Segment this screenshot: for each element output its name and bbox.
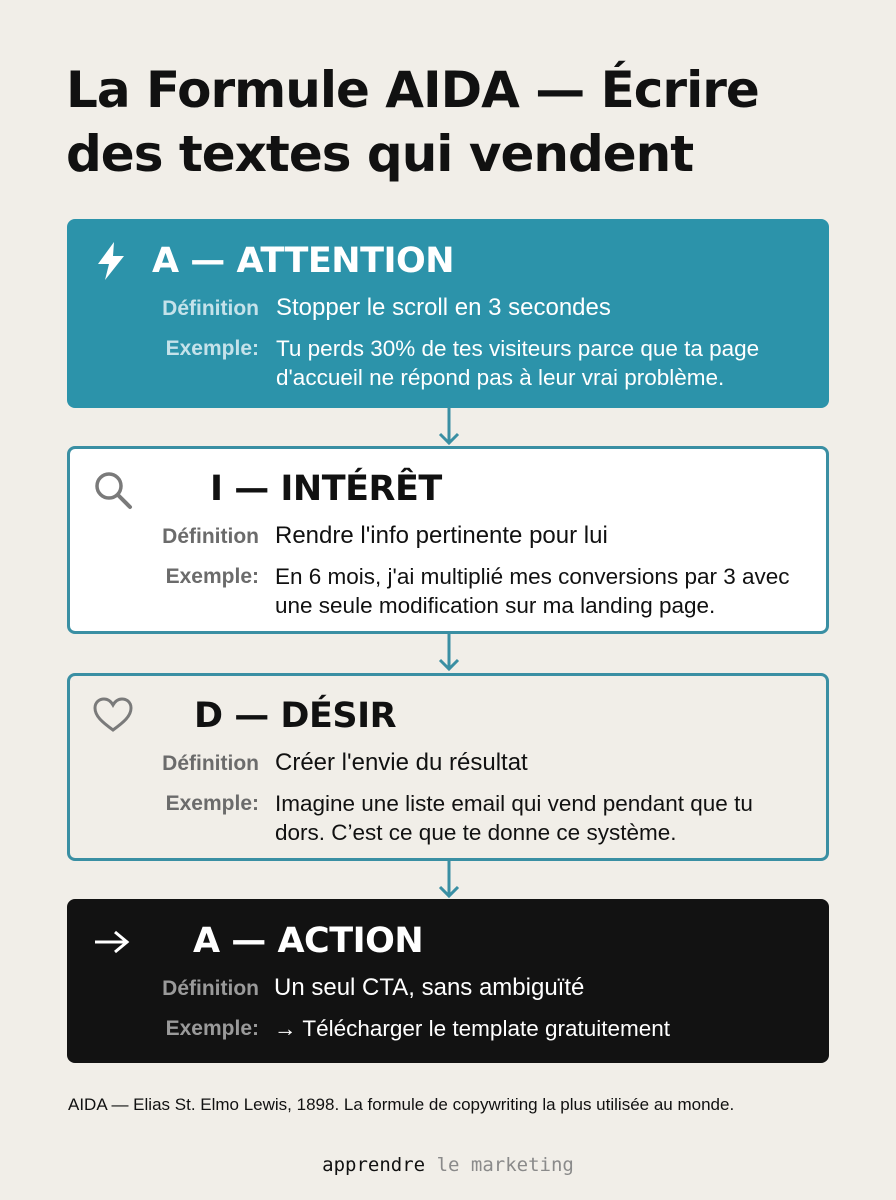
stage-heading: I — INTÉRÊT bbox=[210, 469, 442, 509]
example-text: → Télécharger le template gratuitement bbox=[274, 1016, 671, 1041]
example-label: Exemple: bbox=[165, 337, 259, 360]
example-text: En 6 mois, j'ai multiplié mes conversions par 3 avec une seule modification sur ma landing page. bbox=[275, 564, 790, 618]
stage-interet-card bbox=[67, 446, 829, 634]
definition-text: Un seul CTA, sans ambiguïté bbox=[274, 974, 585, 1001]
search-icon bbox=[92, 469, 134, 511]
example-text: Tu perds 30% de tes visiteurs parce que ta page d'accueil ne répond pas à leur vrai problème. bbox=[276, 336, 760, 390]
example-label: Exemple: bbox=[165, 1017, 259, 1040]
brand-part1: apprendre bbox=[322, 1154, 426, 1176]
brand-logo bbox=[0, 1154, 896, 1176]
definition-label: Définition bbox=[162, 297, 259, 320]
definition-label: Définition bbox=[162, 977, 259, 1000]
heart-icon bbox=[92, 696, 134, 734]
page-title: La Formule AIDA — Écrire des textes qui vendent bbox=[66, 61, 759, 183]
lightning-icon bbox=[94, 241, 128, 281]
example-label: Exemple: bbox=[165, 792, 259, 815]
definition-text: Stopper le scroll en 3 secondes bbox=[276, 294, 611, 321]
example-text: Imagine une liste email qui vend pendant que tu dors. C’est ce que te donne ce système. bbox=[275, 791, 753, 845]
flow-arrow bbox=[437, 407, 461, 447]
source-note: AIDA — Elias St. Elmo Lewis, 1898. La formule de copywriting la plus utilisée au monde. bbox=[68, 1095, 735, 1114]
stage-attention-card bbox=[67, 219, 829, 408]
definition-label: Définition bbox=[162, 525, 259, 548]
stage-heading: A — ATTENTION bbox=[152, 241, 455, 281]
stage-desir-card bbox=[67, 673, 829, 861]
definition-text: Rendre l'info pertinente pour lui bbox=[275, 522, 608, 549]
stage-heading: A — ACTION bbox=[193, 921, 424, 961]
definition-text: Créer l'envie du résultat bbox=[275, 749, 528, 776]
example-label: Exemple: bbox=[165, 565, 259, 588]
stage-heading: D — DÉSIR bbox=[194, 696, 397, 736]
flow-arrow bbox=[437, 633, 461, 673]
arrow-right-icon bbox=[93, 929, 131, 955]
flow-arrow bbox=[437, 860, 461, 900]
definition-label: Définition bbox=[162, 752, 259, 775]
brand-part2: le marketing bbox=[436, 1154, 574, 1176]
stage-action-card bbox=[67, 899, 829, 1063]
